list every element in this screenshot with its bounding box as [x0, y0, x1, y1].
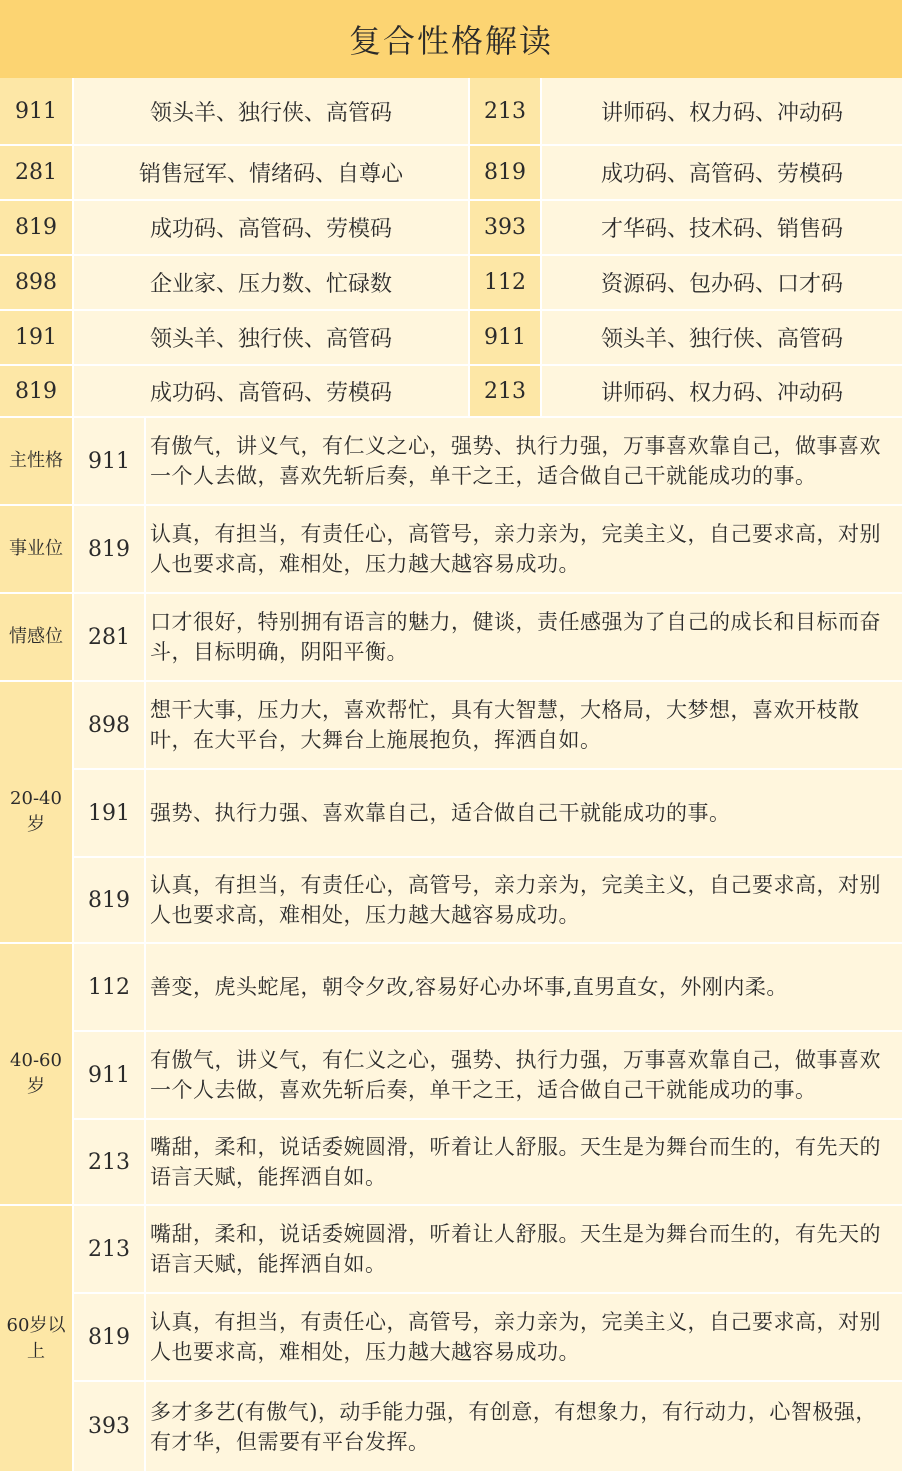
row-code: 911	[74, 418, 144, 504]
pair-desc-right: 讲师码、权力码、冲动码	[542, 78, 902, 144]
row-code: 819	[74, 1294, 144, 1380]
row-description	[146, 682, 902, 768]
pair-desc-right: 成功码、高管码、劳模码	[542, 146, 902, 199]
pair-row	[0, 256, 902, 309]
row-description	[146, 770, 902, 856]
pair-desc-left: 成功码、高管码、劳模码	[74, 201, 468, 254]
description-text: 想干大事，压力大，喜欢帮忙，具有大智慧，大格局，大梦想，喜欢开枝散叶，在大平台，大舞台上施展抱负，挥洒自如。	[150, 698, 860, 752]
row-label-main: 主性格	[0, 418, 72, 504]
row-description	[146, 1032, 902, 1118]
row-label-career: 事业位	[0, 506, 72, 592]
description-text: 有傲气，讲义气，有仁义之心，强势、执行力强，万事喜欢靠自己，做事喜欢一个人去做，喜欢先斩后奏，单干之王，适合做自己干就能成功的事。	[150, 434, 881, 488]
pair-code-right: 911	[470, 311, 540, 364]
description-text: 口才很好，特别拥有语言的魅力，健谈，责任感强为了自己的成长和目标而奋斗，目标明确，阴阳平衡。	[150, 610, 881, 664]
row-description	[146, 594, 902, 680]
pair-code-left: 911	[0, 78, 72, 144]
page-title: 复合性格解读	[0, 0, 902, 78]
row-label-emotion: 情感位	[0, 594, 72, 680]
row-description	[146, 1120, 902, 1204]
description-text: 善变，虎头蛇尾，朝令夕改,容易好心办坏事,直男直女，外刚内柔。	[150, 975, 788, 999]
row-description	[146, 1294, 902, 1380]
description-text: 强势、执行力强、喜欢靠自己，适合做自己干就能成功的事。	[150, 801, 731, 825]
description-text: 认真，有担当，有责任心，高管号，亲力亲为，完美主义，自己要求高，对别人也要求高，难相处，压力越大越容易成功。	[150, 522, 881, 576]
row-code: 819	[74, 858, 144, 942]
row-description	[146, 1206, 902, 1292]
row-code: 213	[74, 1120, 144, 1204]
pair-row	[0, 311, 902, 364]
row-code: 191	[74, 770, 144, 856]
pair-row	[0, 201, 902, 254]
pair-code-right: 213	[470, 366, 540, 416]
row-code: 898	[74, 682, 144, 768]
description-text: 嘴甜，柔和，说话委婉圆滑，听着让人舒服。天生是为舞台而生的，有先天的语言天赋，能挥洒自如。	[150, 1222, 881, 1276]
pair-row	[0, 78, 902, 144]
age-group-label: 60岁以上	[0, 1206, 72, 1471]
pair-desc-right: 领头羊、独行侠、高管码	[542, 311, 902, 364]
pair-code-left: 898	[0, 256, 72, 309]
description-text: 嘴甜，柔和，说话委婉圆滑，听着让人舒服。天生是为舞台而生的，有先天的语言天赋，能挥洒自如。	[150, 1135, 881, 1189]
row-description	[146, 506, 902, 592]
interpretation-table	[0, 418, 902, 1471]
pair-desc-right: 才华码、技术码、销售码	[542, 201, 902, 254]
pair-desc-right: 资源码、包办码、口才码	[542, 256, 902, 309]
pair-code-right: 393	[470, 201, 540, 254]
pair-desc-left: 领头羊、独行侠、高管码	[74, 311, 468, 364]
description-text: 多才多艺(有傲气)，动手能力强，有创意，有想象力，有行动力，心智极强，有才华，但需要有平台发挥。	[150, 1399, 877, 1454]
pair-code-left: 191	[0, 311, 72, 364]
row-code: 911	[74, 1032, 144, 1118]
pair-row	[0, 146, 902, 199]
age-group-label: 20-40岁	[0, 682, 72, 942]
row-code: 393	[74, 1382, 144, 1471]
description-text: 认真，有担当，有责任心，高管号，亲力亲为，完美主义，自己要求高，对别人也要求高，难相处，压力越大越容易成功。	[150, 873, 881, 927]
pair-row	[0, 366, 902, 416]
pair-code-left: 819	[0, 201, 72, 254]
pair-code-right: 213	[470, 78, 540, 144]
row-code: 213	[74, 1206, 144, 1292]
row-description	[146, 944, 902, 1030]
row-description	[146, 418, 902, 504]
pair-desc-left: 企业家、压力数、忙碌数	[74, 256, 468, 309]
pair-desc-right: 讲师码、权力码、冲动码	[542, 366, 902, 416]
row-code: 819	[74, 506, 144, 592]
row-code: 281	[74, 594, 144, 680]
row-description	[146, 1382, 902, 1471]
pair-desc-left: 销售冠军、情绪码、自尊心	[74, 146, 468, 199]
pair-code-left: 281	[0, 146, 72, 199]
pair-code-right: 112	[470, 256, 540, 309]
pair-code-right: 819	[470, 146, 540, 199]
description-text: 认真，有担当，有责任心，高管号，亲力亲为，完美主义，自己要求高，对别人也要求高，难相处，压力越大越容易成功。	[150, 1310, 881, 1364]
pair-code-left: 819	[0, 366, 72, 416]
pair-desc-left: 领头羊、独行侠、高管码	[74, 78, 468, 144]
row-description	[146, 858, 902, 942]
row-code: 112	[74, 944, 144, 1030]
pair-desc-left: 成功码、高管码、劳模码	[74, 366, 468, 416]
description-text: 有傲气，讲义气，有仁义之心，强势、执行力强，万事喜欢靠自己，做事喜欢一个人去做，喜欢先斩后奏，单干之王，适合做自己干就能成功的事。	[150, 1048, 881, 1102]
age-group-label: 40-60岁	[0, 944, 72, 1204]
